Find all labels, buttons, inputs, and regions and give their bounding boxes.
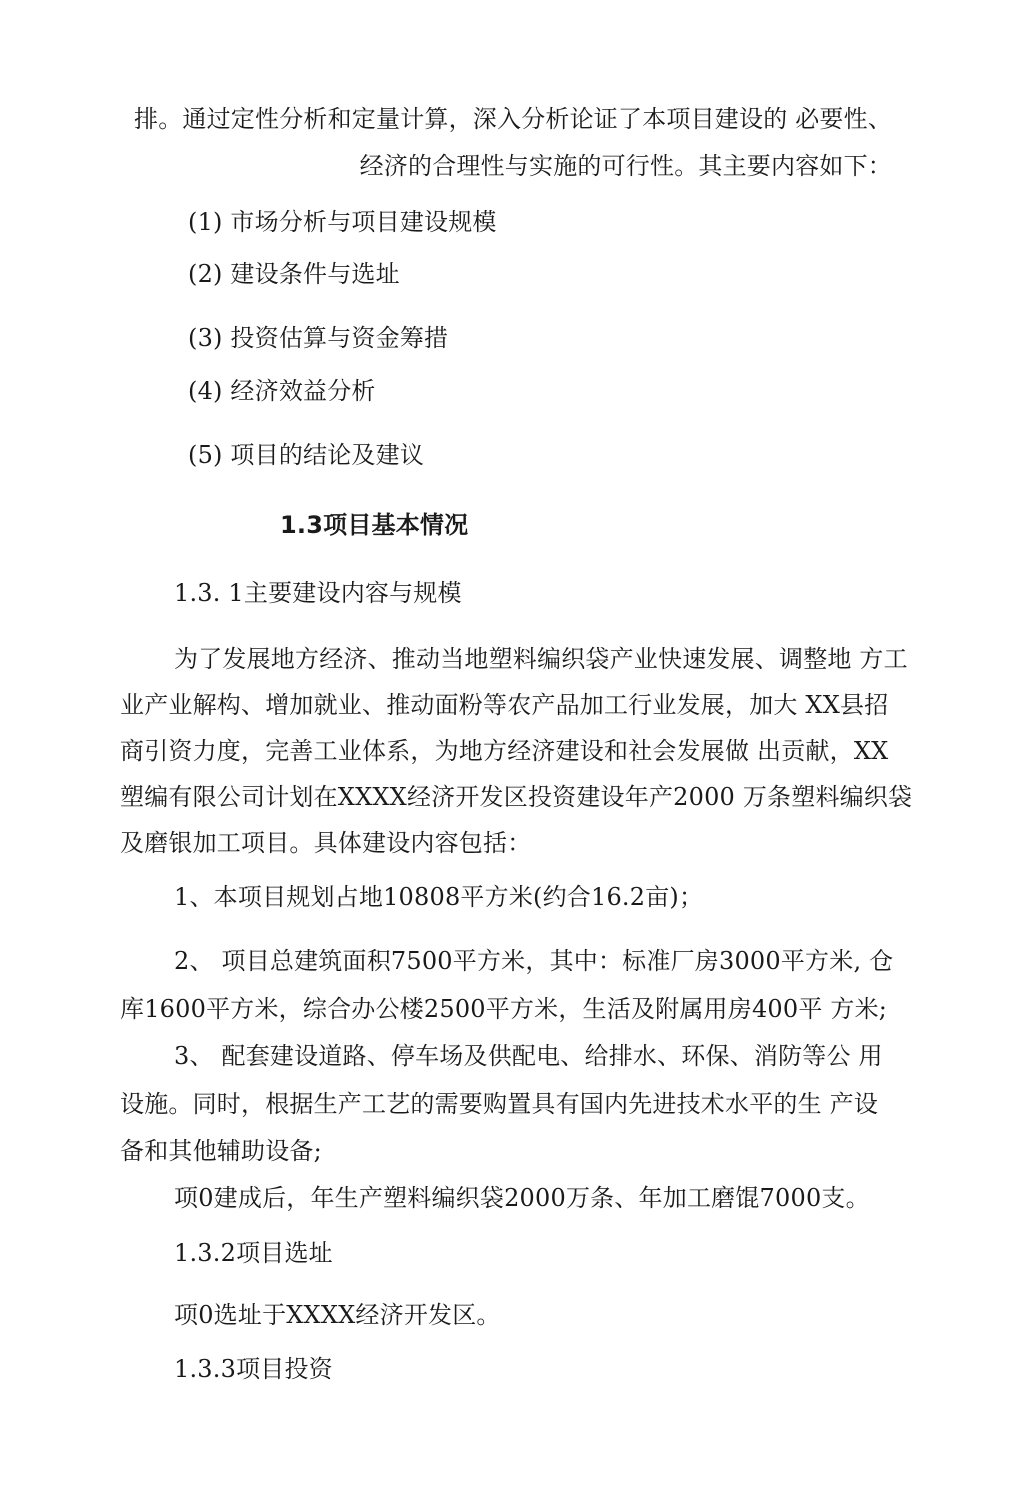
content-item-3: (3) 投资估算与资金筹措 <box>188 324 449 352</box>
site-statement: 项0选址于XXXX经济开发区。 <box>174 1301 501 1329</box>
paragraph-line-4: 塑编有限公司计划在XXXX经济开发区投资建设年产2000 万条塑料编织袋 <box>120 783 913 811</box>
content-item-5: (5) 项目的结论及建议 <box>188 441 425 469</box>
paragraph-line-2: 业产业解构、增加就业、推动面粉等农产品加工行业发展，加大 XX县招 <box>120 691 889 719</box>
output-statement: 项0建成后，年生产塑料编织袋2000万条、年加工磨馄7000支。 <box>174 1184 870 1212</box>
content-item-2: (2) 建设条件与选址 <box>188 260 400 288</box>
paragraph-line-5: 及磨银加工项目。具体建设内容包括： <box>120 829 532 857</box>
intro-line-2: 经济的合理性与实施的可行性。其主要内容如下： <box>359 152 892 180</box>
build-item-1: 1、本项目规划占地10808平方米(约合16.2亩)； <box>174 883 704 911</box>
content-item-1: (1) 市场分析与项目建设规模 <box>188 208 497 236</box>
subsection-2-title: 1.3.2项目选址 <box>174 1239 333 1267</box>
build-item-3-line-1: 3、 配套建设道路、停车场及供配电、给排水、环保、消防等公 用 <box>174 1042 883 1070</box>
build-item-3-line-2: 设施。同时，根据生产工艺的需要购置具有国内先进技术水平的生 产设 <box>120 1090 879 1118</box>
content-item-4: (4) 经济效益分析 <box>188 377 376 405</box>
section-heading: 1.3项目基本情况 <box>280 511 469 539</box>
build-item-2-line-2: 库1600平方米，综合办公楼2500平方米，生活及附属用房400平 方米; <box>120 995 888 1023</box>
subsection-3-title: 1.3.3项目投资 <box>174 1355 333 1383</box>
build-item-2-line-1: 2、 项目总建筑面积7500平方米，其中：标准厂房3000平方米, 仓 <box>174 947 894 975</box>
intro-line-1: 排。通过定性分析和定量计算，深入分析论证了本项目建设的 必要性、 <box>134 105 893 133</box>
build-item-3-line-3: 备和其他辅助设备; <box>120 1137 322 1165</box>
paragraph-line-3: 商引资力度，完善工业体系，为地方经济建设和社会发展做 出贡献，XX <box>120 737 889 765</box>
subsection-1-title: 1.3. 1主要建设内容与规模 <box>174 579 462 607</box>
paragraph-line-1: 为了发展地方经济、推动当地塑料编织袋产业快速发展、调整地 方工 <box>174 645 908 673</box>
